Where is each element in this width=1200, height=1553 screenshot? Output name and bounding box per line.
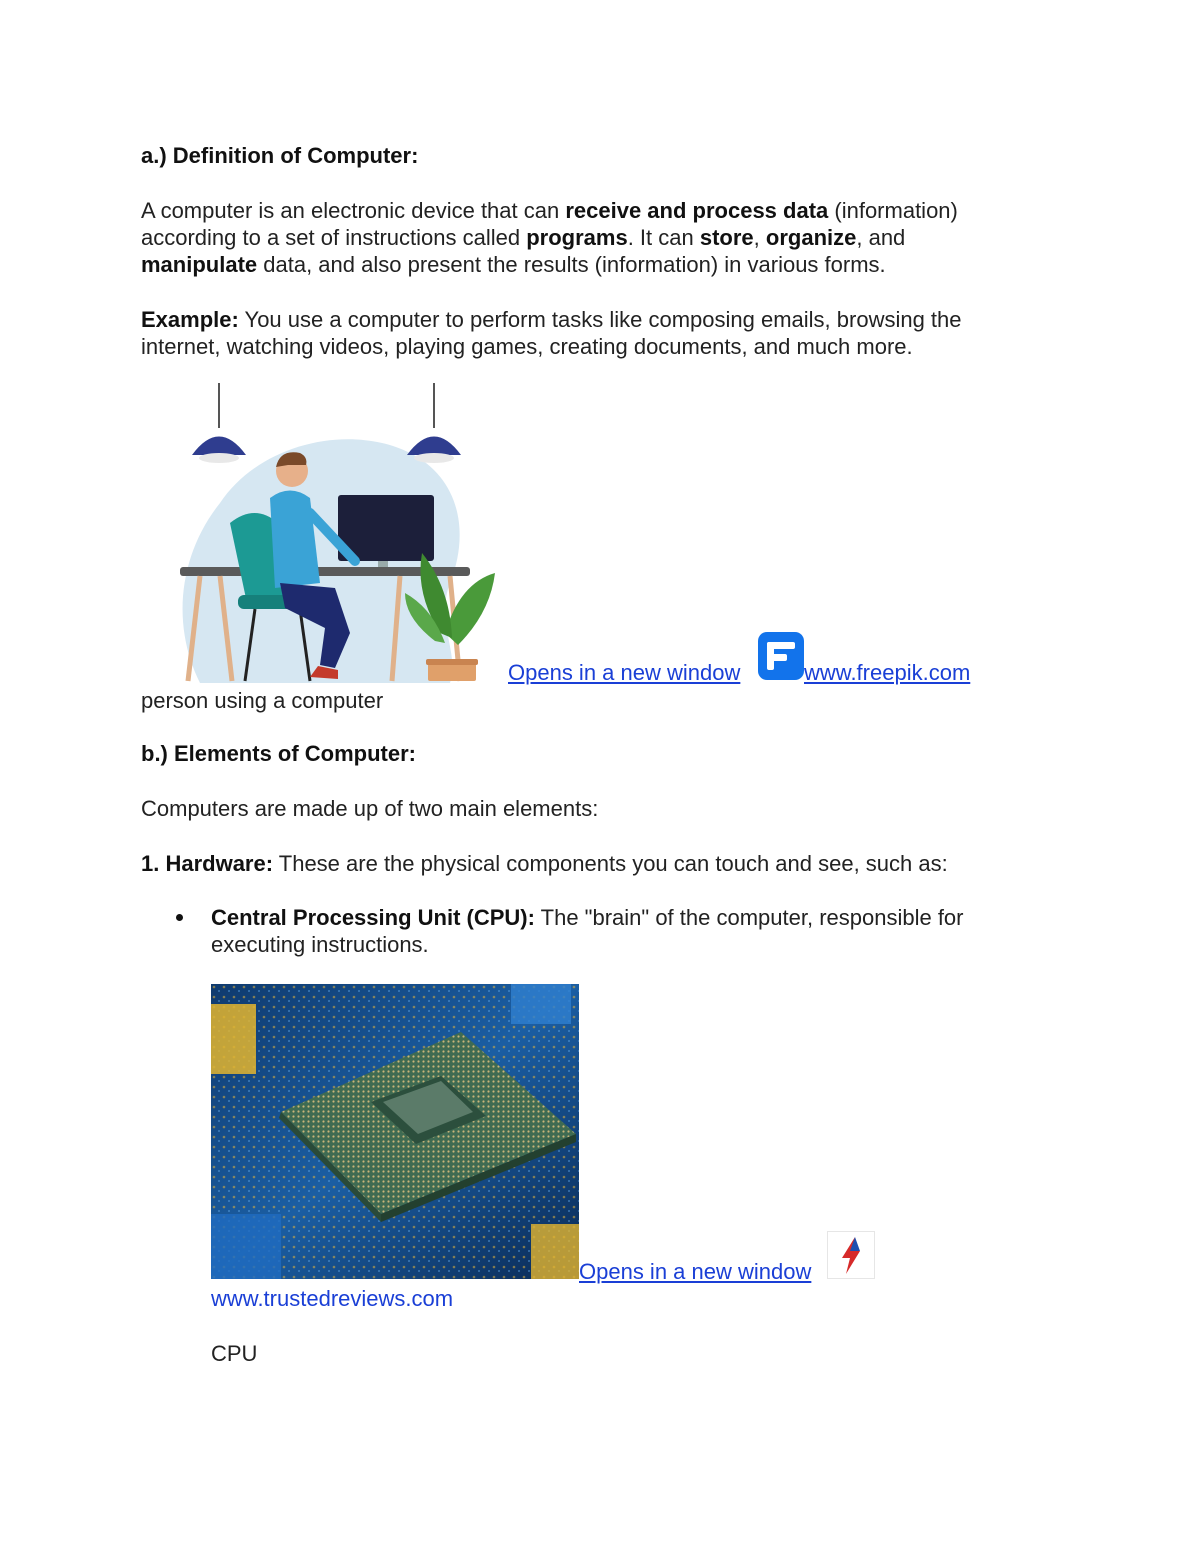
trustedreviews-icon	[827, 1231, 875, 1279]
freepik-source-link[interactable]: www.freepik.com	[804, 660, 971, 685]
board-chip-blue-1	[511, 984, 571, 1024]
bullet-point	[176, 914, 183, 921]
hardware-paragraph: 1. Hardware: These are the physical components you can touch and see, such as:	[141, 851, 948, 876]
lamp-light-right	[414, 453, 454, 463]
trustedreviews-open-link[interactable]: Opens in a new window	[579, 1259, 812, 1284]
lightning-bolt-icon	[828, 1232, 874, 1278]
cpu-line-1: Central Processing Unit (CPU): The "brain" of the computer, responsible for	[211, 905, 964, 930]
cpu-list-item	[211, 904, 1071, 958]
elements-intro: Computers are made up of two main elements:	[141, 796, 599, 821]
example-line-2: internet, watching videos, playing games, creating documents, and much more.	[141, 334, 913, 359]
definition-paragraph	[141, 197, 1041, 278]
freepik-open-link[interactable]: Opens in a new window	[508, 660, 741, 685]
lamp-shade-left	[192, 437, 246, 456]
cpu-line-2: executing instructions.	[211, 932, 429, 957]
example-paragraph	[141, 306, 1041, 360]
person-computer-illustration	[160, 383, 505, 683]
trustedreviews-source-link[interactable]: www.trustedreviews.com	[211, 1286, 454, 1311]
definition-line-2: according to a set of instructions called programs. It can store, organize, and	[141, 225, 906, 250]
definition-line-3: manipulate data, and also present the results (information) in various forms.	[141, 252, 886, 277]
example-line-1: Example: You use a computer to perform tasks like composing emails, browsing the	[141, 307, 962, 332]
lamp-shade-right	[407, 437, 461, 456]
section-a-heading: a.) Definition of Computer:	[141, 143, 419, 168]
board-chip-blue-2	[211, 1214, 281, 1279]
plant-pot	[428, 663, 476, 681]
background-blob	[183, 439, 460, 683]
definition-line-1: A computer is an electronic device that can receive and process data (information)	[141, 198, 958, 223]
image-caption-person: person using a computer	[141, 688, 384, 713]
board-chip-yellow-2	[531, 1224, 579, 1279]
image-caption-cpu: CPU	[211, 1341, 258, 1366]
cpu-photo	[211, 984, 579, 1279]
lamp-light-left	[199, 453, 239, 463]
plant-pot-rim	[426, 659, 478, 665]
freepik-icon	[758, 632, 804, 680]
freepik-glyph	[758, 632, 804, 680]
section-b-heading: b.) Elements of Computer:	[141, 741, 417, 766]
board-chip-yellow-1	[211, 1004, 256, 1074]
